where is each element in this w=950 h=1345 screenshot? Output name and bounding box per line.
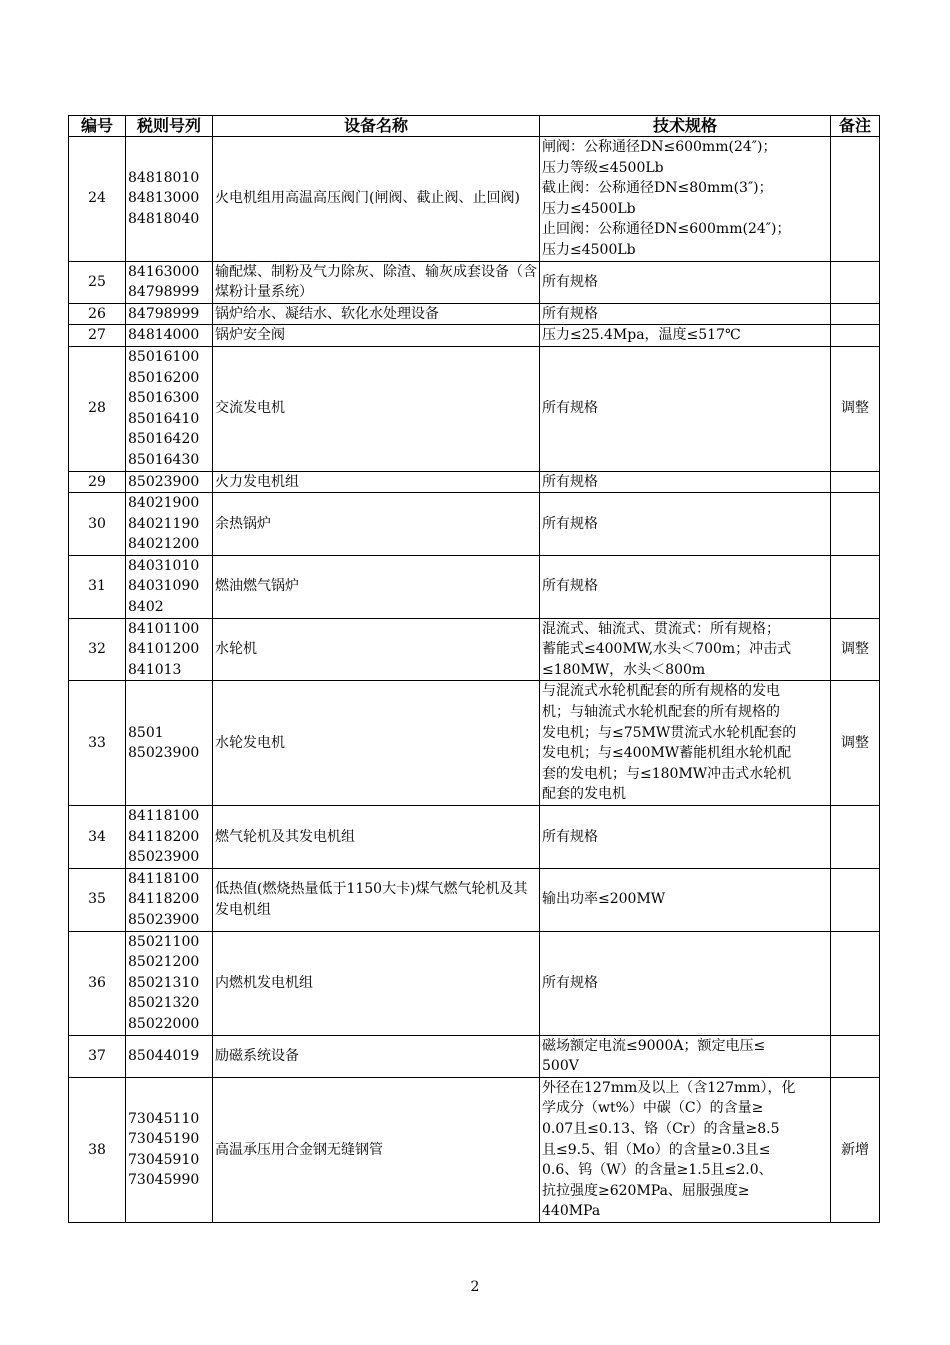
header-name: 设备名称 — [213, 116, 540, 137]
tariff-code: 84118100 — [128, 870, 200, 887]
tariff-codes — [126, 555, 213, 618]
tariff-code: 85023900 — [128, 849, 200, 866]
equipment-name: 低热值(燃烧热量低于1150大卡)煤气燃气轮机及其发电机组 — [213, 868, 540, 931]
technical-spec — [540, 325, 831, 347]
spec-line: 与混流式水轮机配套的所有规格的发电 — [542, 683, 780, 700]
header-tariff: 税则号列 — [126, 116, 213, 137]
equipment-table — [68, 115, 880, 1223]
tariff-code: 73045190 — [128, 1131, 200, 1148]
remark — [831, 325, 880, 347]
tariff-code: 84813000 — [128, 190, 200, 207]
tariff-code: 85016200 — [128, 369, 200, 386]
spec-line: 发电机；与≤75MW贯流式水轮机配套的 — [542, 724, 797, 741]
tariff-code: 84021900 — [128, 495, 200, 512]
spec-line: 套的发电机；与≤180MW冲击式水轮机 — [542, 765, 792, 782]
row-number: 30 — [69, 493, 126, 556]
equipment-name: 余热锅炉 — [213, 493, 540, 556]
spec-line: 压力等级≤4500Lb — [542, 159, 664, 176]
table-row — [69, 325, 880, 347]
tariff-code: 84118100 — [128, 808, 200, 824]
remark: 调整 — [831, 346, 880, 471]
spec-line: 所有规格 — [542, 578, 598, 595]
technical-spec — [540, 681, 831, 806]
row-number: 31 — [69, 555, 126, 618]
table-row — [69, 303, 880, 325]
spec-line: 输出功率≤200MW — [542, 891, 666, 908]
tariff-code: 85016430 — [128, 451, 200, 468]
row-number: 24 — [69, 137, 126, 262]
row-number: 26 — [69, 303, 126, 325]
technical-spec — [540, 471, 831, 493]
spec-line: 所有规格 — [542, 515, 598, 532]
table-row — [69, 471, 880, 493]
spec-line: 500V — [542, 1058, 579, 1075]
spec-line: 所有规格 — [542, 974, 598, 991]
remark: 新增 — [831, 1077, 880, 1222]
tariff-codes — [126, 261, 213, 303]
tariff-codes — [126, 1035, 213, 1077]
spec-line: 配套的发电机 — [542, 786, 626, 803]
tariff-code: 84798999 — [128, 305, 200, 322]
table-header-row — [69, 116, 880, 137]
page-number: 2 — [470, 1279, 480, 1295]
tariff-codes — [126, 493, 213, 556]
remark — [831, 471, 880, 493]
spec-line: 混流式、轴流式、贯流式：所有规格； — [542, 620, 780, 637]
remark — [831, 931, 880, 1035]
spec-line: 所有规格 — [542, 273, 598, 290]
spec-line: 压力≤4500Lb — [542, 200, 636, 217]
equipment-name: 锅炉安全阀 — [213, 325, 540, 347]
tariff-code: 84031090 — [128, 578, 200, 595]
technical-spec — [540, 931, 831, 1035]
tariff-code: 84798999 — [128, 284, 200, 301]
table-row — [69, 493, 880, 556]
equipment-name: 燃气轮机及其发电机组 — [213, 806, 540, 869]
table-row — [69, 868, 880, 931]
remark: 调整 — [831, 618, 880, 681]
row-number: 25 — [69, 261, 126, 303]
equipment-name: 火力发电机组 — [213, 471, 540, 493]
spec-line: 0.07且≤0.13、铬（Cr）的含量≥8.5 — [542, 1120, 780, 1137]
row-number: 35 — [69, 868, 126, 931]
tariff-code: 84021190 — [128, 515, 200, 532]
tariff-code: 84814000 — [128, 327, 200, 344]
technical-spec — [540, 303, 831, 325]
tariff-codes — [126, 868, 213, 931]
spec-line: 截止阀：公称通径DN≤80mm(3″)； — [542, 180, 773, 197]
remark — [831, 137, 880, 262]
tariff-codes — [126, 137, 213, 262]
row-number: 27 — [69, 325, 126, 347]
tariff-codes — [126, 931, 213, 1035]
tariff-code: 85023900 — [128, 745, 200, 762]
spec-line: 学成分（wt%）中碳（C）的含量≥ — [542, 1100, 764, 1117]
tariff-codes — [126, 303, 213, 325]
technical-spec — [540, 618, 831, 681]
table-row — [69, 261, 880, 303]
tariff-code: 8501 — [128, 724, 164, 741]
row-number: 37 — [69, 1035, 126, 1077]
tariff-codes — [126, 806, 213, 869]
tariff-code: 84101100 — [128, 620, 200, 637]
technical-spec — [540, 346, 831, 471]
remark — [831, 1035, 880, 1077]
tariff-code: 85022000 — [128, 1015, 200, 1032]
technical-spec — [540, 806, 831, 869]
equipment-name: 燃油燃气锅炉 — [213, 555, 540, 618]
table-row — [69, 1077, 880, 1222]
technical-spec — [540, 868, 831, 931]
technical-spec — [540, 1077, 831, 1222]
equipment-name: 内燃机发电机组 — [213, 931, 540, 1035]
equipment-name: 高温承压用合金钢无缝钢管 — [213, 1077, 540, 1222]
tariff-codes — [126, 1077, 213, 1222]
header-note: 备注 — [831, 116, 880, 137]
equipment-name: 励磁系统设备 — [213, 1035, 540, 1077]
header-spec: 技术规格 — [540, 116, 831, 137]
spec-line: 机；与轴流式水轮机配套的所有规格的 — [542, 704, 780, 721]
equipment-name: 水轮发电机 — [213, 681, 540, 806]
spec-line: 所有规格 — [542, 400, 598, 417]
spec-line: 蓄能式≤400MW,水头＜700m；冲击式 — [542, 641, 792, 658]
table-row — [69, 137, 880, 262]
equipment-name: 火电机组用高温高压阀门(闸阀、截止阀、止回阀) — [213, 137, 540, 262]
tariff-code: 84818040 — [128, 211, 200, 228]
tariff-code: 84031010 — [128, 557, 200, 574]
table-row — [69, 555, 880, 618]
tariff-code: 85023900 — [128, 473, 200, 490]
spec-line: 440MPa — [542, 1203, 601, 1220]
tariff-code: 85016100 — [128, 348, 200, 365]
tariff-codes — [126, 325, 213, 347]
tariff-code: 8402 — [128, 599, 164, 616]
tariff-code: 84118200 — [128, 828, 200, 845]
row-number: 34 — [69, 806, 126, 869]
tariff-code: 84818010 — [128, 169, 200, 186]
tariff-code: 73045990 — [128, 1172, 200, 1189]
tariff-code: 85021200 — [128, 954, 200, 971]
spec-line: 0.6、钨（W）的含量≥1.5且≤2.0、 — [542, 1162, 773, 1179]
spec-line: 所有规格 — [542, 305, 598, 322]
tariff-code: 84163000 — [128, 263, 200, 280]
row-number: 32 — [69, 618, 126, 681]
table-row — [69, 1035, 880, 1077]
remark — [831, 303, 880, 325]
remark — [831, 261, 880, 303]
technical-spec — [540, 493, 831, 556]
table-row — [69, 931, 880, 1035]
tariff-code: 841013 — [128, 661, 182, 678]
tariff-code: 84118200 — [128, 891, 200, 908]
equipment-name: 锅炉给水、凝结水、软化水处理设备 — [213, 303, 540, 325]
tariff-code: 73045110 — [128, 1110, 200, 1127]
row-number: 28 — [69, 346, 126, 471]
table-row — [69, 806, 880, 869]
spec-line: 抗拉强度≥620MPa、屈服强度≥ — [542, 1182, 750, 1199]
tariff-codes — [126, 618, 213, 681]
tariff-code: 85021320 — [128, 995, 200, 1012]
spec-line: 所有规格 — [542, 473, 598, 490]
row-number: 29 — [69, 471, 126, 493]
tariff-codes — [126, 681, 213, 806]
technical-spec — [540, 137, 831, 262]
spec-line: ≤180MW，水头＜800m — [542, 661, 706, 678]
tariff-code: 85021310 — [128, 974, 200, 991]
tariff-code: 85023900 — [128, 911, 200, 928]
row-number: 36 — [69, 931, 126, 1035]
spec-line: 且≤9.5、钼（Mo）的含量≥0.3且≤ — [542, 1141, 771, 1158]
tariff-code: 85044019 — [128, 1047, 200, 1064]
technical-spec — [540, 1035, 831, 1077]
table-row — [69, 618, 880, 681]
tariff-code: 85021100 — [128, 933, 200, 950]
spec-line: 外径在127mm及以上（含127mm），化 — [542, 1079, 796, 1096]
tariff-code: 85016420 — [128, 431, 200, 448]
remark — [831, 806, 880, 869]
spec-line: 闸阀：公称通径DN≤600mm(24″)； — [542, 139, 777, 155]
equipment-name: 水轮机 — [213, 618, 540, 681]
remark — [831, 493, 880, 556]
remark — [831, 868, 880, 931]
header-no: 编号 — [69, 116, 126, 137]
spec-line: 发电机；与≤400MW蓄能机组水轮机配 — [542, 745, 792, 762]
technical-spec — [540, 261, 831, 303]
spec-line: 压力≤25.4Mpa，温度≤517℃ — [542, 327, 741, 344]
tariff-codes — [126, 346, 213, 471]
technical-spec — [540, 555, 831, 618]
table-row — [69, 681, 880, 806]
row-number: 38 — [69, 1077, 126, 1222]
spec-line: 压力≤4500Lb — [542, 241, 636, 258]
tariff-code: 73045910 — [128, 1151, 200, 1168]
spec-line: 所有规格 — [542, 828, 598, 845]
row-number: 33 — [69, 681, 126, 806]
tariff-code: 85016300 — [128, 390, 200, 407]
tariff-code: 84101200 — [128, 641, 200, 658]
tariff-codes — [126, 471, 213, 493]
spec-line: 止回阀：公称通径DN≤600mm(24″)； — [542, 221, 791, 238]
spec-line: 磁场额定电流≤9000A；额定电压≤ — [542, 1037, 766, 1054]
remark: 调整 — [831, 681, 880, 806]
remark — [831, 555, 880, 618]
equipment-name: 输配煤、制粉及气力除灰、除渣、输灰成套设备（含煤粉计量系统） — [213, 261, 540, 303]
equipment-name: 交流发电机 — [213, 346, 540, 471]
table-body — [69, 137, 880, 1223]
table-row — [69, 346, 880, 471]
tariff-code: 84021200 — [128, 536, 200, 553]
tariff-code: 85016410 — [128, 410, 200, 427]
